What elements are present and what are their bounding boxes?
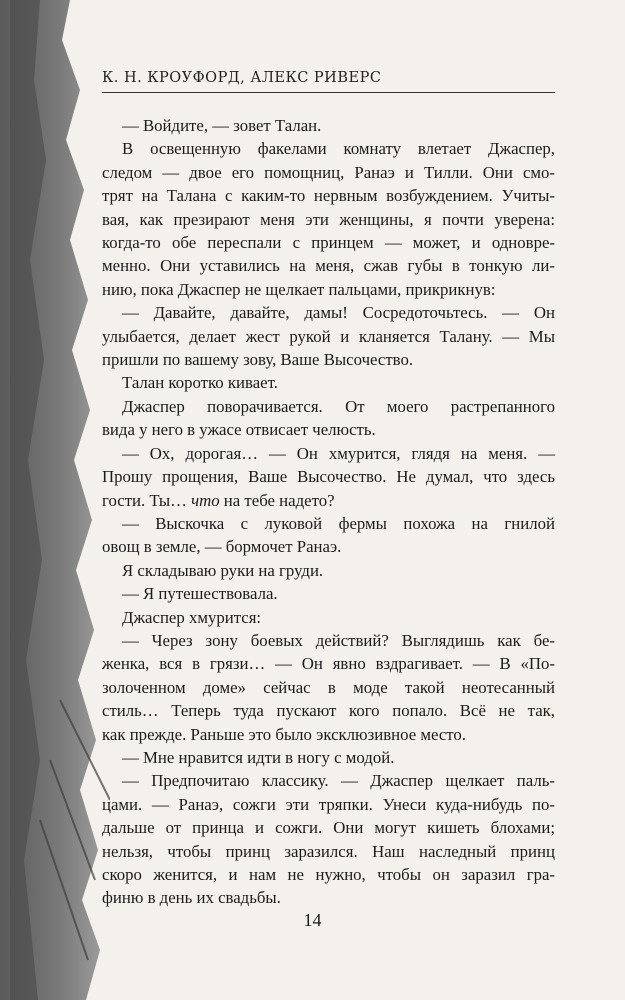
- text-line: — Ох, дорогая… — Он хмурится, глядя на меня. —: [122, 443, 555, 463]
- text-line: Джаспер поворачивается. От моего растрепанного: [122, 396, 555, 416]
- text-line: цами. — Ранаэ, сожги эти тряпки. Унеси куда-нибудь по-: [102, 794, 555, 814]
- text-line: — Предпочитаю классику. — Джаспер щелкает паль-: [122, 771, 555, 791]
- text-line: стиль… Теперь туда пускают кого попало. Всё не так,: [102, 701, 555, 721]
- text-line: — Я путешествовала.: [122, 584, 278, 604]
- text-line: пришли по вашему зову, Ваше Высочество.: [102, 350, 414, 370]
- text-line: нельзя, чтобы принц заразился. Наш наследный принц: [102, 841, 555, 861]
- text-line: Талан коротко кивает.: [122, 373, 278, 393]
- text-line: вида у него в ужасе отвисает челюсть.: [102, 420, 376, 440]
- text-line: менно. Они уставились на меня, сжав губы в тонкую ли-: [102, 256, 555, 276]
- text-line: — Выскочка с луковой фермы похожа на гнилой: [122, 513, 555, 533]
- page-number: 14: [303, 910, 322, 930]
- torn-page-edge: [0, 0, 110, 1000]
- text-line: женка, вся в грязи… — Он явно вздрагивает. — В «По-: [102, 654, 555, 674]
- text-line: трят на Талана с каким-то нервным возбуждением. Учиты-: [102, 186, 555, 206]
- text-line: как прежде. Раньше это было эксклюзивное место.: [102, 724, 466, 744]
- text-line: следом — двое его помощниц, Ранаэ и Тилли. Они смо-: [102, 162, 555, 182]
- text-line: золоченном доме» сейчас в моде такой неотесанный: [102, 677, 555, 697]
- text-line: финю в день их свадьбы.: [102, 888, 281, 908]
- text-line: скоро женится, и нам не нужно, чтобы он заразил гра-: [102, 865, 555, 884]
- text-line: вая, как презирают меня эти женщины, я почти уверена:: [102, 209, 555, 229]
- text-line: овощ в земле, — бормочет Ранаэ.: [102, 537, 342, 557]
- text-line: Я складываю руки на груди.: [122, 560, 324, 580]
- running-header: К. Н. КРОУФОРД, АЛЕКС РИВЕРС: [102, 70, 555, 93]
- text-line: гости. Ты… что на тебе надето?: [102, 490, 335, 510]
- text-line: — Мне нравится идти в ногу с модой.: [122, 747, 395, 767]
- text-line: Прошу прощения, Ваше Высочество. Не думал, что здесь: [102, 467, 555, 487]
- body-text: [102, 114, 555, 910]
- text-line: — Давайте, давайте, дамы! Сосредоточьтесь. — Он: [122, 303, 555, 323]
- text-line: — Через зону боевых действий? Выглядишь как бе-: [122, 630, 555, 650]
- text-line: Джаспер хмурится:: [122, 607, 262, 627]
- text-line: нию, пока Джаспер не щелкает пальцами, прикрикнув:: [102, 279, 496, 299]
- text-line: улыбается, делает жест рукой и кланяется Талану. — Мы: [102, 326, 555, 346]
- text-line: когда-то обе переспали с принцем — может, и одновре-: [102, 233, 555, 253]
- text-line: дальше от принца и сожги. Они могут кишеть блохами;: [102, 818, 555, 838]
- text-line: — Войдите, — зовет Талан.: [122, 116, 322, 135]
- text-line: В освещенную факелами комнату влетает Джаспер,: [122, 139, 555, 159]
